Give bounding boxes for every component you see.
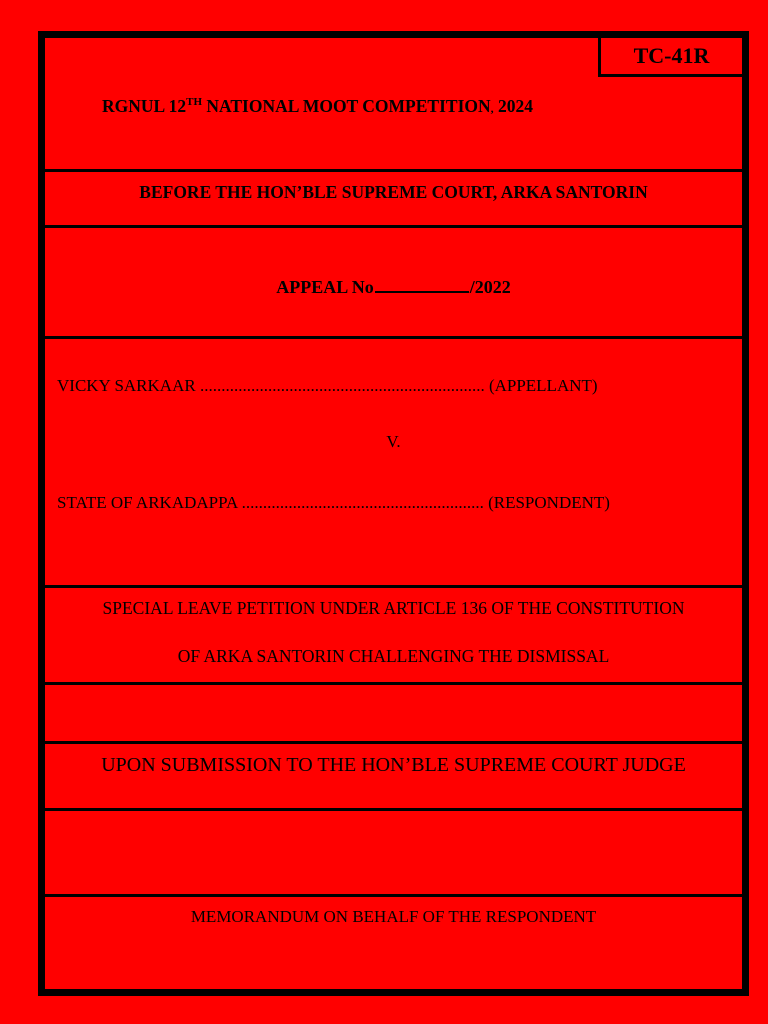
section-divider [45, 225, 742, 228]
team-code-box [598, 38, 742, 77]
appeal-number-blank [375, 274, 469, 293]
competition-name-prefix: RGNUL 12 [102, 96, 187, 116]
appeal-prefix: APPEAL No [276, 277, 374, 297]
cover-page-frame [38, 31, 749, 996]
competition-year: 2024 [493, 96, 534, 116]
versus-label: V. [386, 432, 401, 451]
section-divider [45, 169, 742, 172]
petition-line-2: OF ARKA SANTORIN CHALLENGING THE DISMISSAL [177, 646, 610, 666]
team-code: TC-41R [633, 43, 710, 68]
submission-line: UPON SUBMISSION TO THE HON’BLE SUPREME COURT JUDGE [101, 754, 686, 776]
competition-title [102, 96, 533, 117]
memorandum-line: MEMORANDUM ON BEHALF OF THE RESPONDENT [190, 907, 597, 926]
section-divider [45, 894, 742, 897]
competition-separator: , [490, 101, 494, 115]
petition-line-1: SPECIAL LEAVE PETITION UNDER ARTICLE 136 OF THE CONSTITUTION [102, 598, 685, 618]
section-divider [45, 741, 742, 744]
appeal-suffix: /2022 [469, 277, 511, 297]
respondent-line: STATE OF ARKADAPPA ......................................................... (RESPONDENT) [57, 493, 610, 512]
section-divider [45, 808, 742, 811]
court-heading: BEFORE THE HON’BLE SUPREME COURT, ARKA SANTORIN [139, 182, 648, 202]
appeal-number [45, 274, 742, 298]
competition-name-suffix: NATIONAL MOOT COMPETITION [202, 96, 491, 116]
competition-name-superscript: TH [186, 96, 203, 108]
section-divider [45, 336, 742, 339]
section-divider [45, 585, 742, 588]
section-divider [45, 682, 742, 685]
appellant-line: VICKY SARKAAR ................................................................... (APPELLANT) [57, 376, 598, 395]
